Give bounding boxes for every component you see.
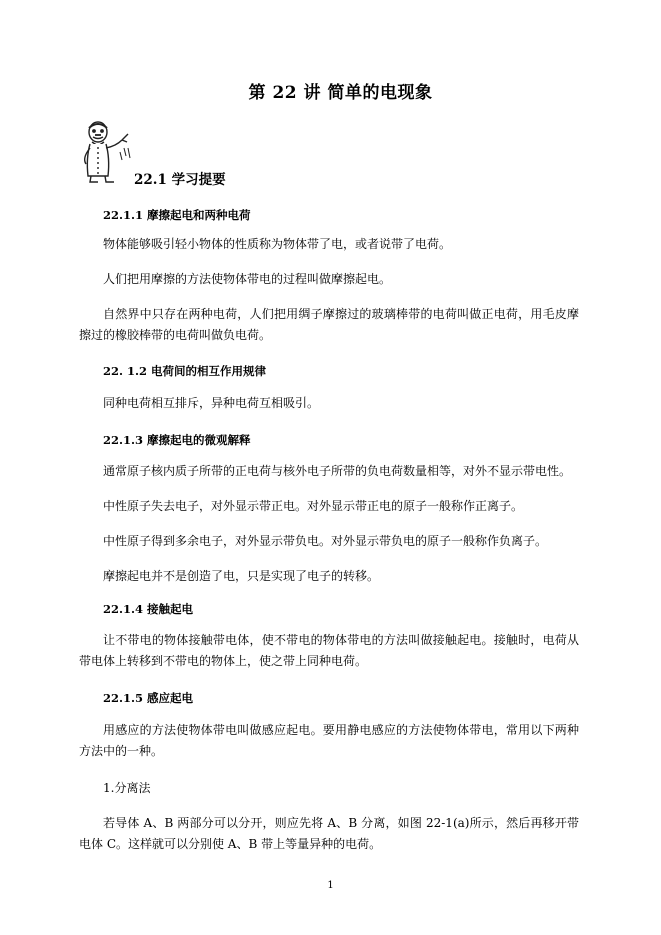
paragraph: 人们把用摩擦的方法使物体带电的过程叫做摩擦起电。 bbox=[103, 272, 392, 286]
teacher-mascot-illustration bbox=[78, 118, 136, 184]
paragraph: 通常原子核内质子所带的正电荷与核外电子所带的负电荷数量相等，对外不显示带电性。 bbox=[103, 464, 572, 478]
subsection-heading-2: 22. 1.2 电荷间的相互作用规律 bbox=[103, 364, 267, 378]
paragraph: 1.分离法 bbox=[103, 781, 151, 795]
paragraph: 若导体 A、B 两部分可以分开，则应先将 A、B 分离，如图 22-1(a)所示，然后再移开带电体 C。这样就可以分别使 A、B 带上等量异种的电荷。 bbox=[79, 816, 579, 851]
section-heading: 22.1 学习提要 bbox=[134, 172, 226, 188]
paragraph: 中性原子得到多余电子，对外显示带负电。对外显示带负电的原子一般称作负离子。 bbox=[103, 534, 548, 548]
paragraph: 物体能够吸引轻小物体的性质称为物体带了电，或者说带了电荷。 bbox=[103, 237, 452, 251]
page-title: 第 22 讲 简单的电现象 bbox=[248, 83, 433, 103]
paragraph: 用感应的方法使物体带电叫做感应起电。要用静电感应的方法使物体带电，常用以下两种方法中的一种。 bbox=[79, 723, 579, 758]
subsection-heading-4: 22.1.4 接触起电 bbox=[103, 602, 194, 616]
paragraph: 同种电荷相互排斥，异种电荷互相吸引。 bbox=[103, 396, 320, 410]
page-number: 1 bbox=[327, 880, 334, 891]
subsection-heading-5: 22.1.5 感应起电 bbox=[103, 691, 194, 705]
paragraph: 中性原子失去电子，对外显示带正电。对外显示带正电的原子一般称作正离子。 bbox=[103, 499, 524, 513]
paragraph: 自然界中只存在两种电荷，人们把用绸子摩擦过的玻璃棒带的电荷叫做正电荷，用毛皮摩擦过的橡胶棒带的电荷叫做负电荷。 bbox=[79, 307, 579, 342]
subsection-heading-1: 22.1.1 摩擦起电和两种电荷 bbox=[103, 208, 251, 222]
paragraph: 摩擦起电并不是创造了电，只是实现了电子的转移。 bbox=[103, 569, 380, 583]
paragraph: 让不带电的物体接触带电体，使不带电的物体带电的方法叫做接触起电。接触时，电荷从带电体上转移到不带电的物体上，使之带上同种电荷。 bbox=[79, 633, 579, 668]
subsection-heading-3: 22.1.3 摩擦起电的微观解释 bbox=[103, 433, 251, 447]
